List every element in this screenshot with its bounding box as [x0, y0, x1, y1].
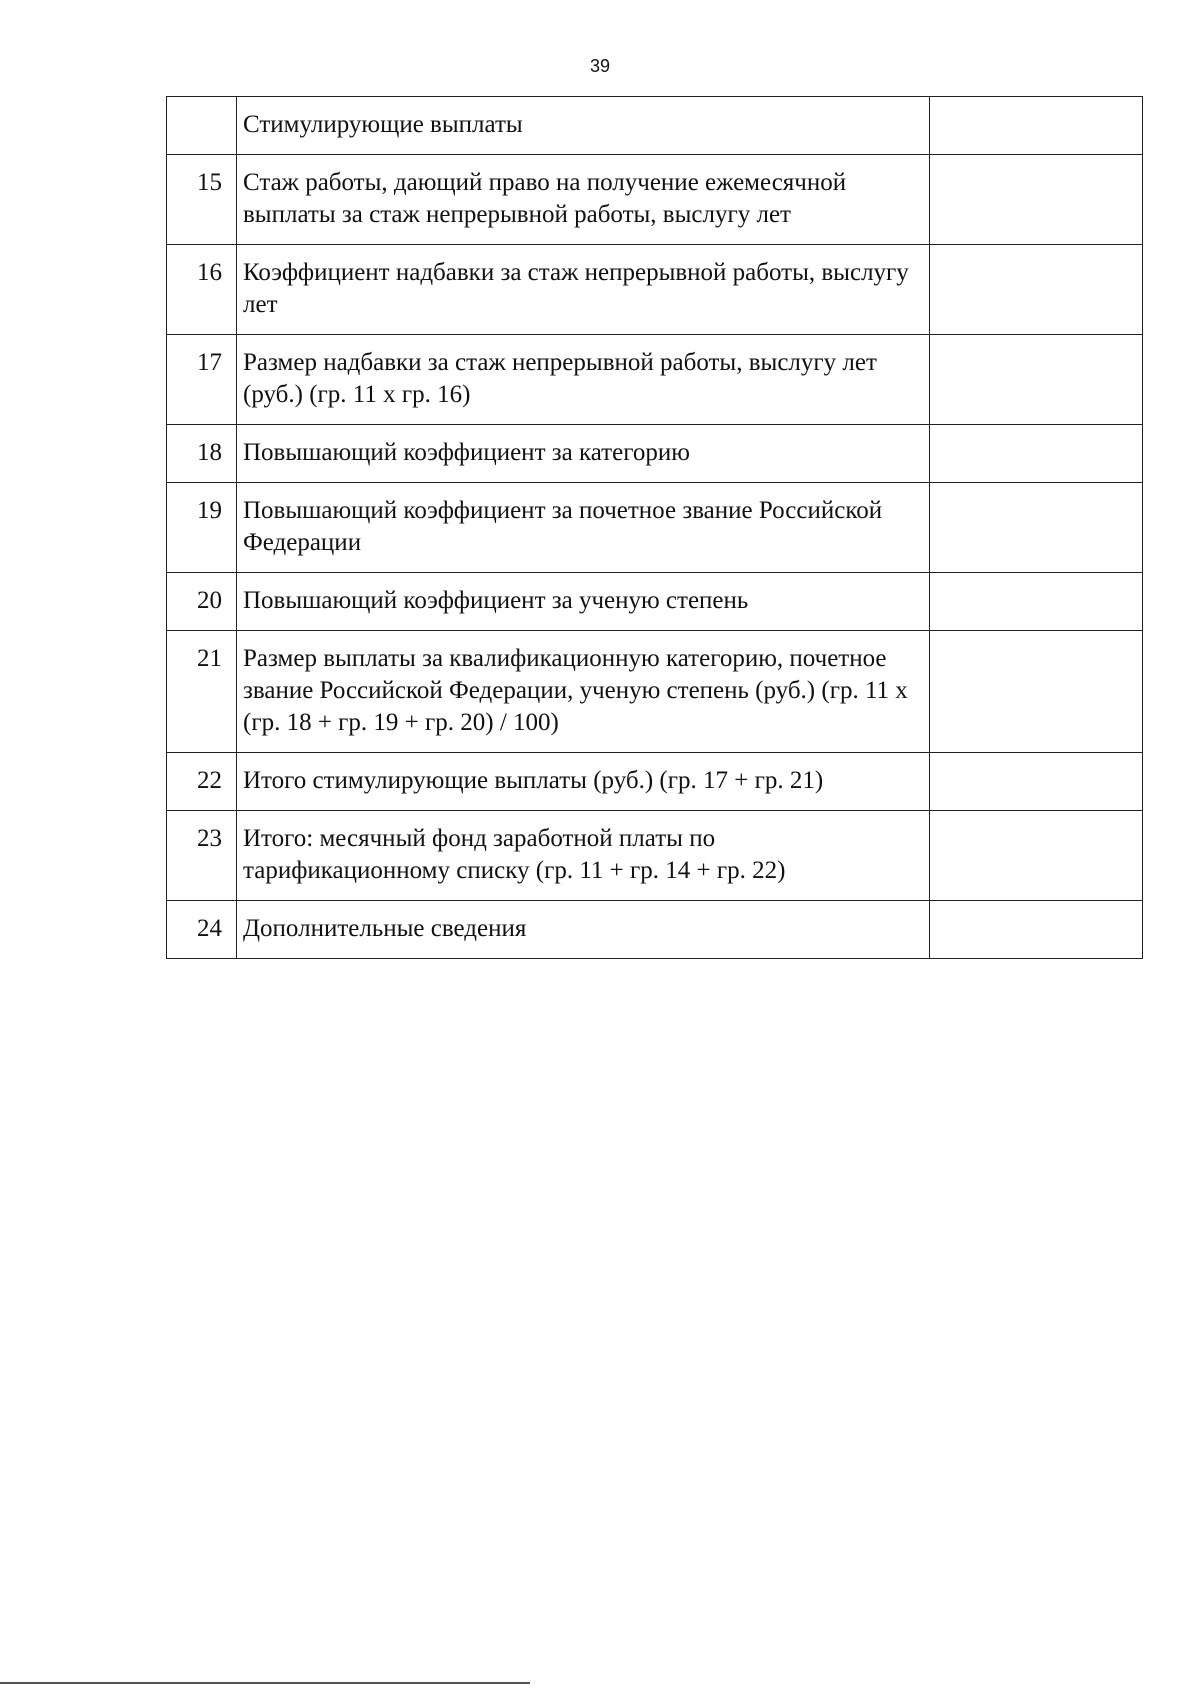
- row-value-cell: [930, 425, 1143, 483]
- row-description: Итого: месячный фонд заработной платы по тарификационному списку (гр. 11 + гр. 14 + гр. 22): [237, 811, 930, 901]
- row-value-cell: [930, 901, 1143, 959]
- table-row: [167, 155, 1143, 245]
- row-number: 16: [167, 245, 237, 335]
- table-row: [167, 245, 1143, 335]
- row-number: 18: [167, 425, 237, 483]
- table-row: [167, 753, 1143, 811]
- row-value-cell: [930, 155, 1143, 245]
- table-row: [167, 631, 1143, 753]
- row-description: Повышающий коэффициент за почетное звание Российской Федерации: [237, 483, 930, 573]
- row-value-cell: [930, 483, 1143, 573]
- row-description: Дополнительные сведения: [237, 901, 930, 959]
- row-value-cell: [930, 753, 1143, 811]
- row-description: Коэффициент надбавки за стаж непрерывной работы, выслугу лет: [237, 245, 930, 335]
- table-row: [167, 573, 1143, 631]
- row-description: Стаж работы, дающий право на получение ежемесячной выплаты за стаж непрерывной работы, выслугу лет: [237, 155, 930, 245]
- table-row: [167, 483, 1143, 573]
- row-number: 21: [167, 631, 237, 753]
- row-number: 19: [167, 483, 237, 573]
- row-value-cell: [930, 335, 1143, 425]
- page-bottom-rule: [0, 1682, 530, 1684]
- row-description: Повышающий коэффициент за категорию: [237, 425, 930, 483]
- table-row: [167, 425, 1143, 483]
- row-value-cell: [930, 631, 1143, 753]
- row-number: 22: [167, 753, 237, 811]
- row-number: 20: [167, 573, 237, 631]
- row-description: Повышающий коэффициент за ученую степень: [237, 573, 930, 631]
- table-row: [167, 335, 1143, 425]
- row-description: Стимулирующие выплаты: [237, 97, 930, 155]
- row-number: [167, 97, 237, 155]
- table-row: [167, 97, 1143, 155]
- row-number: 15: [167, 155, 237, 245]
- row-value-cell: [930, 97, 1143, 155]
- row-value-cell: [930, 245, 1143, 335]
- table-row: [167, 811, 1143, 901]
- row-description: Размер выплаты за квалификационную категорию, почетное звание Российской Федерации, ученую степень (руб.) (гр. 11 х (гр. 18 + гр. 19 + гр. 20) / 100): [237, 631, 930, 753]
- row-value-cell: [930, 573, 1143, 631]
- row-number: 17: [167, 335, 237, 425]
- row-description: Итого стимулирующие выплаты (руб.) (гр. 17 + гр. 21): [237, 753, 930, 811]
- payroll-form-table: [166, 96, 1143, 959]
- row-number: 24: [167, 901, 237, 959]
- table-row: [167, 901, 1143, 959]
- page-number: 39: [589, 56, 611, 76]
- row-description: Размер надбавки за стаж непрерывной работы, выслугу лет (руб.) (гр. 11 х гр. 16): [237, 335, 930, 425]
- row-value-cell: [930, 811, 1143, 901]
- row-number: 23: [167, 811, 237, 901]
